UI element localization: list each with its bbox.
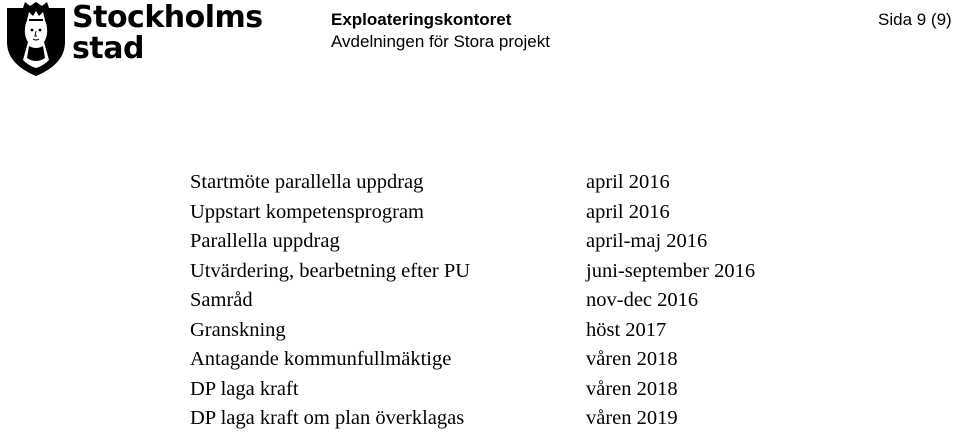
schedule-date: våren 2018 xyxy=(586,377,678,400)
schedule-activity: Antagande kommunfullmäktige xyxy=(190,348,452,371)
schedule-date: höst 2017 xyxy=(586,318,667,341)
schedule-date: nov-dec 2016 xyxy=(586,289,699,312)
schedule-date: april 2016 xyxy=(586,200,670,223)
schedule-row xyxy=(190,286,755,316)
schedule-date: våren 2019 xyxy=(586,407,678,430)
stockholms-stad-logo xyxy=(0,0,263,82)
department-name: Exploateringskontoret xyxy=(331,10,512,29)
schedule-activity: Parallella uppdrag xyxy=(190,230,340,253)
logo-line-1: Stockholms xyxy=(72,0,263,35)
schedule-row xyxy=(190,404,755,434)
page-number: Sida 9 (9) xyxy=(878,10,952,29)
schedule-activity: Utvärdering, bearbetning efter PU xyxy=(190,259,471,282)
schedule-table xyxy=(190,168,755,434)
schedule-activity: DP laga kraft om plan överklagas xyxy=(190,407,465,430)
city-crest-icon xyxy=(5,2,67,78)
schedule-activity: Granskning xyxy=(190,318,286,341)
logo-line-2: stad xyxy=(72,31,144,66)
schedule-row xyxy=(190,316,755,346)
schedule-date: juni-september 2016 xyxy=(586,259,756,282)
logo-wordmark xyxy=(72,2,263,64)
schedule-row xyxy=(190,198,755,228)
subdepartment-name: Avdelningen för Stora projekt xyxy=(331,32,550,51)
schedule-date: april 2016 xyxy=(586,171,670,194)
schedule-row xyxy=(190,168,755,198)
schedule-row xyxy=(190,345,755,375)
schedule-row xyxy=(190,227,755,257)
schedule-row xyxy=(190,375,755,405)
schedule-activity: DP laga kraft xyxy=(190,377,299,400)
schedule-row xyxy=(190,257,755,287)
schedule-activity: Startmöte parallella uppdrag xyxy=(190,171,424,194)
schedule-date: våren 2018 xyxy=(586,348,678,371)
schedule-date: april-maj 2016 xyxy=(586,230,708,253)
schedule-activity: Samråd xyxy=(190,289,253,312)
schedule-activity: Uppstart kompetensprogram xyxy=(190,200,424,223)
document-header xyxy=(331,9,550,53)
